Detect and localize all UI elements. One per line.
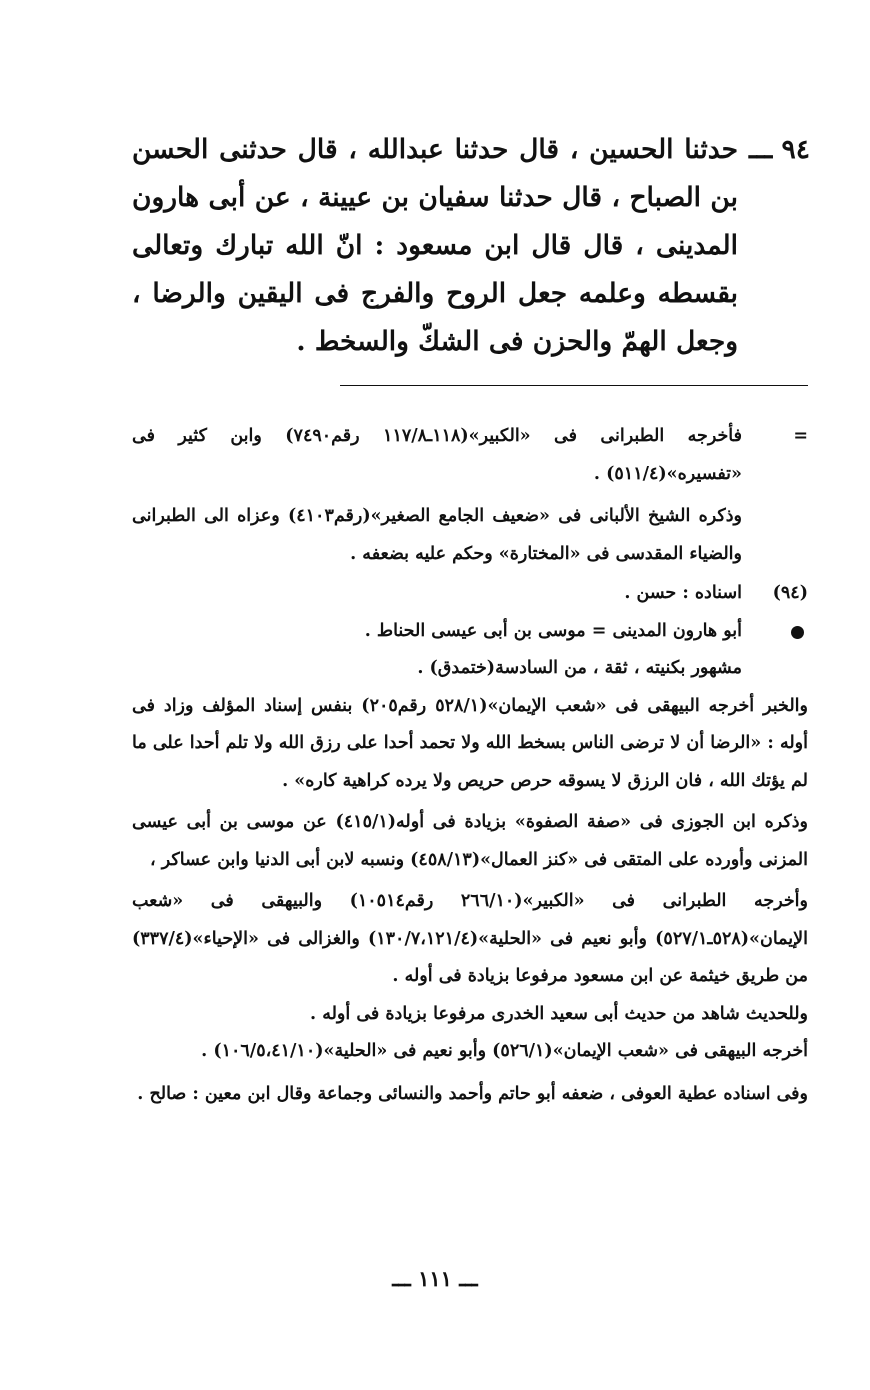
- footnote-takhrij: [132, 418, 808, 493]
- footnote-text: وللحديث شاهد من حديث أبى سعيد الخدرى مرفوعا بزيادة فى أوله .: [310, 1003, 808, 1024]
- footnote-paragraph: [132, 1033, 808, 1071]
- footnote-text: أبو هارون المدينى = موسى بن أبى عيسى الحناط .: [364, 620, 742, 641]
- bullet-icon: [791, 626, 804, 639]
- footnote-text: اسناده : حسن .: [624, 583, 742, 603]
- footnote-paragraph: [132, 650, 808, 688]
- footnote-text: وذكره الشيخ الألبانى فى «ضعيف الجامع الصغير»(رقم٤١٠٣) وعزاه الى الطبرانى والضياء المقدسى فى «المختارة» وحكم عليه بضعفه .: [132, 506, 742, 564]
- footnote-paragraph: [132, 688, 808, 801]
- footnote-text: أخرجه البيهقى فى «شعب الإيمان»(٥٢٦/١) وأبو نعيم فى «الحلية»(١٠٦/٥،٤١/١٠) .: [201, 1041, 808, 1061]
- footnotes: [132, 418, 808, 1113]
- footnote-paragraph: [132, 883, 808, 996]
- footnote-paragraph: [132, 498, 808, 573]
- footnote-text: وأخرجه الطبرانى فى «الكبير»(٢٦٦/١٠ رقم١٠٥١٤) والبيهقى فى «شعب الإيمان»(٥٢٨ـ٥٢٧/١) وأبو نعيم فى «الحلية»(١٣٠/٧،١٢١/٤) والغزالى فى «الإحياء»(٣٣٧/٤) من طريق خيثمة عن ابن مسعود مرفوعا بزيادة فى أوله .: [132, 891, 808, 986]
- footnote-text: وفى اسناده عطية العوفى ، ضعفه أبو حاتم وأحمد والنسائى وجماعة وقال ابن معين : صالح .: [137, 1083, 808, 1104]
- footnote-marker-equals: =: [793, 426, 808, 446]
- hadith-block: [132, 126, 808, 366]
- footnote-text: والخبر أخرجه البيهقى فى «شعب الإيمان»(٥٢٨/١ رقم٢٠٥) بنفس إسناد المؤلف وزاد فى أوله : «الرضا أن لا ترضى الناس بسخط الله ولا تحمد أحدا على رزق الله ولا تلم أحدا على ما لم يؤتك الله ، فان الرزق لا يسوقه حرص حريص ولا يرده كراهية كاره» .: [132, 695, 808, 791]
- footnote-isnad: [132, 575, 808, 613]
- footnote-paragraph: [132, 1076, 808, 1114]
- footnote-text: فأخرجه الطبرانى فى «الكبير»(١١٨ـ١١٧/٨ رقم٧٤٩٠) وابن كثير فى «تفسيره»(٥١١/٤) .: [132, 426, 742, 484]
- footnote-text: مشهور بكنيته ، ثقة ، من السادسة(ختمدق) .: [417, 658, 742, 678]
- footnote-narrator: [132, 613, 808, 651]
- footnote-divider: [340, 385, 808, 386]
- footnote-text: وذكره ابن الجوزى فى «صفة الصفوة» بزيادة فى أوله(٤١٥/١) عن موسى بن أبى عيسى المزنى وأورده على المتقى فى «كنز العمال»(٤٥٨/١٣) ونسبه لابن أبى الدنيا وابن عساكر ،: [132, 812, 808, 870]
- footnote-paragraph: [132, 996, 808, 1034]
- footnote-paragraph: [132, 804, 808, 879]
- footnote-number: (٩٤): [772, 583, 808, 603]
- hadith-number: ٩٤ ـــ: [749, 134, 810, 165]
- page-number: ـــ ١١١ ـــ: [392, 1266, 478, 1291]
- hadith-text: حدثنا الحسين ، قال حدثنا عبدالله ، قال حدثنى الحسن بن الصباح ، قال حدثنا سفيان بن عيينة ، عن أبى هارون المدينى ، قال قال ابن مسعود : انّ الله تبارك وتعالى بقسطه وعلمه جعل الروح والفرج فى اليقين والرضا ، وجعل الهمّ والحزن فى الشكّ والسخط .: [132, 134, 738, 357]
